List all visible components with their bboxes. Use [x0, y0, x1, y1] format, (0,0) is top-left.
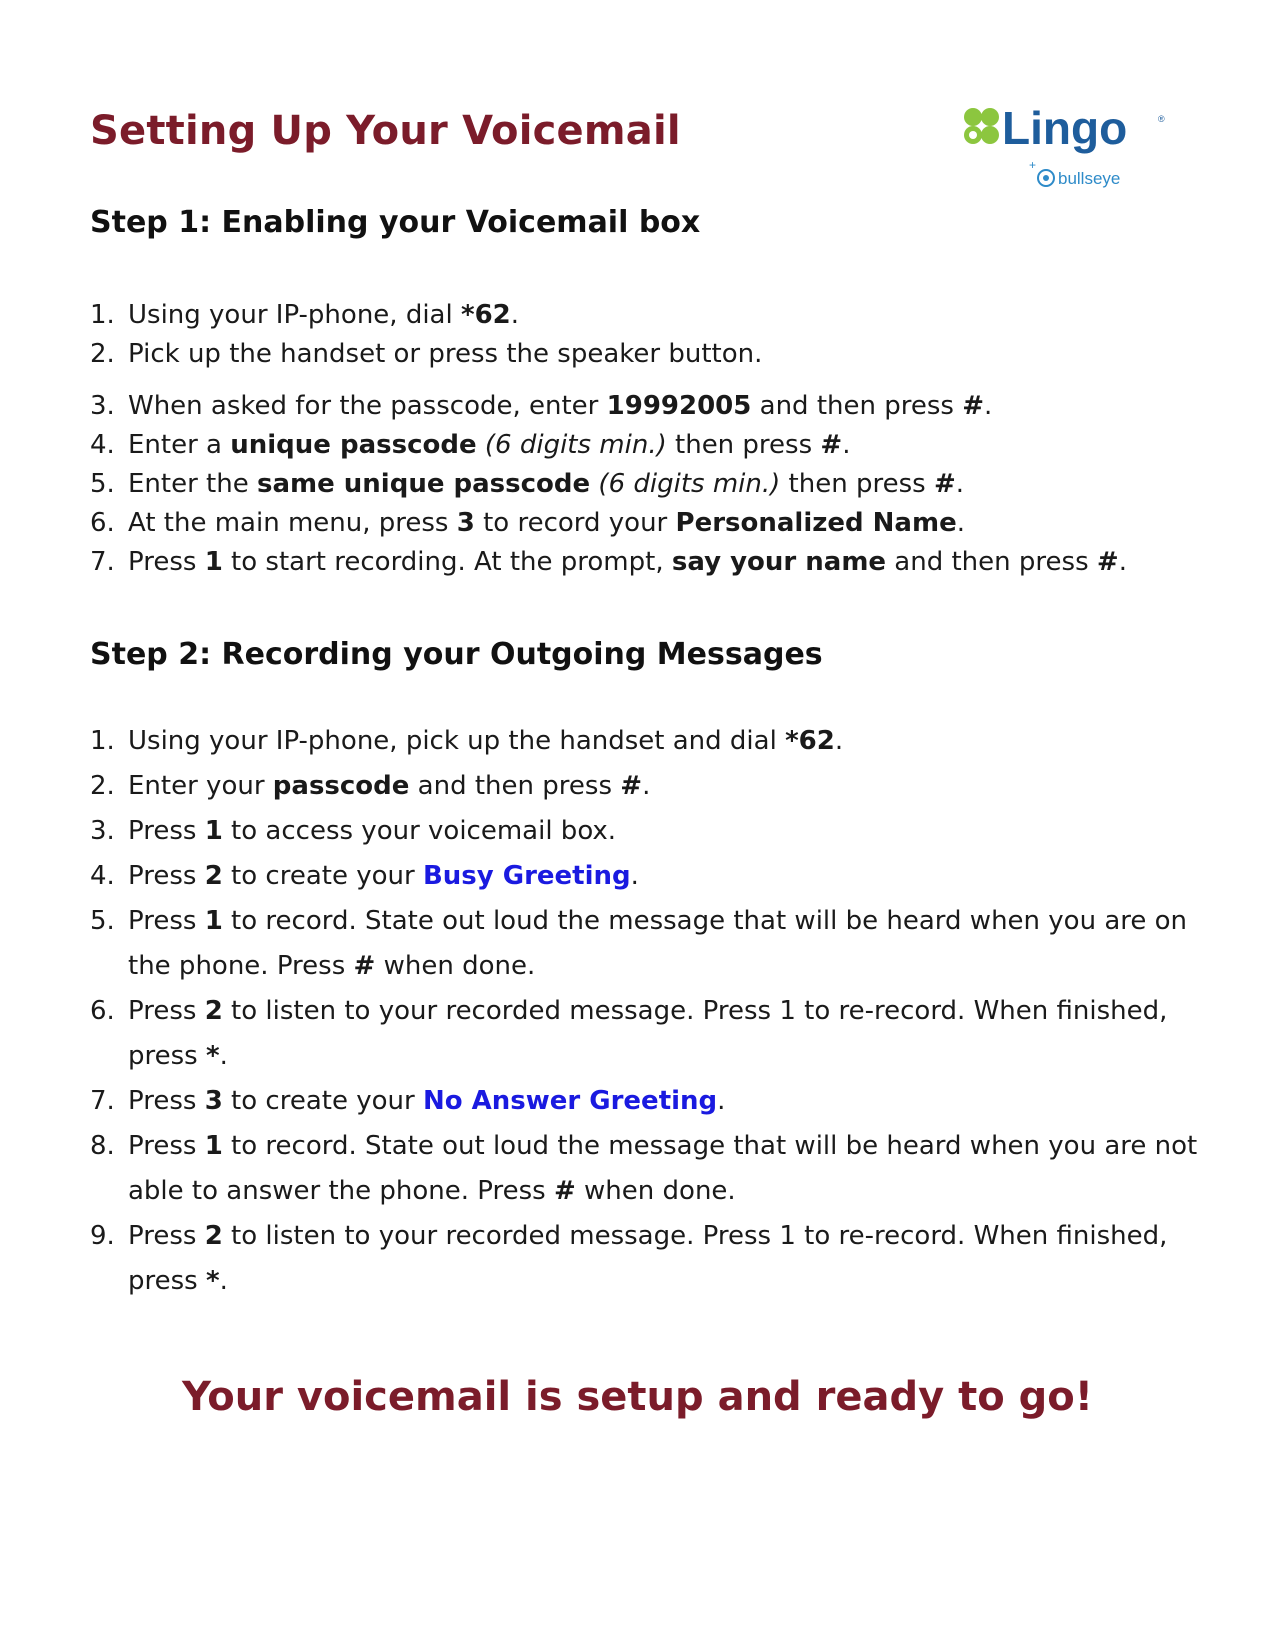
lingo-logo — [962, 106, 1182, 196]
item-text: then press — [666, 430, 821, 460]
list-item — [90, 335, 1200, 374]
item-text-bold: 1 — [204, 906, 223, 936]
list-item — [90, 719, 1200, 764]
item-text: to listen to your recorded message. Press 1 to re-record. When finished, press — [128, 996, 1168, 1071]
list-number: 9. — [90, 1221, 115, 1251]
list-number: 5. — [90, 469, 115, 499]
list-number: 6. — [90, 508, 115, 538]
item-text-bold: passcode — [272, 771, 410, 801]
list-item — [90, 809, 1200, 854]
item-text: Press — [128, 1086, 205, 1116]
item-text: . — [219, 1266, 228, 1296]
list-item — [90, 543, 1200, 582]
step1-heading: Step 1: Enabling your Voicemail box — [90, 205, 701, 240]
item-text — [477, 430, 485, 460]
item-text: . — [834, 726, 844, 756]
item-text-bold: * — [205, 1266, 220, 1296]
item-text: When asked for the passcode, enter — [128, 391, 607, 421]
item-text: to record. State out loud the message that will be heard when you are on the phone. Press — [128, 906, 1188, 981]
busy-greeting-link[interactable]: Busy Greeting — [422, 861, 631, 891]
item-text-bold: unique passcode — [230, 430, 477, 460]
item-text-bold: 2 — [204, 996, 223, 1026]
item-text: when done. — [575, 1176, 736, 1206]
item-text: to record your — [474, 508, 676, 538]
item-text: . — [630, 861, 639, 891]
list-number: 2. — [90, 771, 115, 801]
list-item — [90, 387, 1200, 426]
item-text-bold: 3 — [204, 1086, 223, 1116]
closing-message: Your voicemail is setup and ready to go! — [182, 1374, 1093, 1420]
item-text: Press — [128, 547, 205, 577]
lingo-logo-icon — [962, 106, 1182, 196]
item-text: . — [842, 430, 851, 460]
item-text-bold: say your name — [671, 547, 887, 577]
list-item — [90, 854, 1200, 899]
item-text: to listen to your recorded message. Press 1 to re-record. When finished, press — [128, 1221, 1168, 1296]
item-text: . — [956, 508, 965, 538]
logo-plus: + — [1029, 158, 1037, 172]
item-text: . — [984, 391, 993, 421]
list-item — [90, 899, 1200, 989]
item-text: . — [717, 1086, 726, 1116]
item-text-bold: # — [933, 469, 956, 499]
item-text: Press — [128, 816, 205, 846]
item-text-bold: 19992005 — [606, 391, 752, 421]
list-number: 7. — [90, 547, 115, 577]
list-number: 6. — [90, 996, 115, 1026]
step2-list — [90, 719, 1200, 1304]
item-text: Pick up the handset or press the speaker button. — [128, 339, 763, 369]
item-text-bold: # — [1096, 547, 1119, 577]
item-text: to record. State out loud the message that will be heard when you are not able to answer the phone. Press — [128, 1131, 1198, 1206]
item-text: then press — [780, 469, 934, 499]
list-item — [90, 465, 1200, 504]
list-number: 4. — [90, 861, 115, 891]
item-text-bold: # — [620, 771, 643, 801]
item-text: Using your IP-phone, pick up the handset and dial — [128, 726, 786, 756]
item-text: Press — [128, 906, 205, 936]
list-number: 7. — [90, 1086, 115, 1116]
item-text-bold: 3 — [456, 508, 475, 538]
list-number: 2. — [90, 339, 115, 369]
item-text: to start recording. At the prompt, — [222, 547, 672, 577]
list-number: 3. — [90, 391, 115, 421]
list-number: 1. — [90, 300, 115, 330]
item-text-bold: # — [962, 391, 985, 421]
list-item — [90, 1214, 1200, 1304]
logo-registered-mark: ® — [1158, 114, 1165, 124]
list-item — [90, 1079, 1200, 1124]
item-text-bold: *62 — [460, 300, 511, 330]
step1-list — [90, 296, 1200, 582]
list-item — [90, 504, 1200, 543]
item-text-bold: 2 — [204, 1221, 223, 1251]
list-item — [90, 989, 1200, 1079]
list-number: 4. — [90, 430, 115, 460]
no-answer-greeting-link[interactable]: No Answer Greeting — [422, 1086, 718, 1116]
item-text-bold: 2 — [204, 861, 223, 891]
list-number: 5. — [90, 906, 115, 936]
bullseye-target-icon — [1038, 170, 1054, 186]
item-text: Enter your — [128, 771, 273, 801]
item-text: and then press — [886, 547, 1097, 577]
item-text: to create your — [222, 1086, 423, 1116]
item-text-bold: *62 — [785, 726, 835, 756]
item-text: Enter a — [128, 430, 231, 460]
item-text: . — [955, 469, 964, 499]
step2-heading: Step 2: Recording your Outgoing Messages — [90, 637, 823, 672]
item-text-italic: (6 digits min.) — [484, 430, 667, 460]
list-number: 1. — [90, 726, 115, 756]
clover-icon — [964, 108, 999, 144]
item-text-bold: # — [820, 430, 843, 460]
item-text-bold: # — [553, 1176, 576, 1206]
item-text-bold: 1 — [204, 1131, 223, 1161]
logo-partner-text: bullseye — [1058, 169, 1121, 188]
item-text-bold: same unique passcode — [256, 469, 591, 499]
list-item — [90, 296, 1200, 335]
item-text-italic: (6 digits min.) — [598, 469, 781, 499]
item-text: . — [642, 771, 651, 801]
item-text-bold: * — [205, 1041, 220, 1071]
item-text-bold: 1 — [204, 816, 223, 846]
item-text-bold: # — [353, 951, 376, 981]
item-text: . — [219, 1041, 228, 1071]
item-text: to create your — [222, 861, 423, 891]
item-text: . — [510, 300, 520, 330]
item-text: Press — [128, 1131, 205, 1161]
item-text: At the main menu, press — [128, 508, 457, 538]
item-text: . — [1118, 547, 1127, 577]
item-text: when done. — [375, 951, 536, 981]
logo-brand-text: Lingo — [1002, 106, 1128, 154]
item-text-bold: Personalized Name — [675, 508, 957, 538]
list-item — [90, 426, 1200, 465]
item-text: and then press — [751, 391, 963, 421]
list-number: 3. — [90, 816, 115, 846]
item-text: to access your voicemail box. — [222, 816, 617, 846]
page-title: Setting Up Your Voicemail — [90, 108, 681, 154]
item-text: Using your IP-phone, dial — [128, 300, 461, 330]
item-text-bold: 1 — [204, 547, 223, 577]
item-text: and then press — [409, 771, 621, 801]
item-text: Enter the — [128, 469, 257, 499]
item-text: Press — [128, 996, 205, 1026]
list-item — [90, 764, 1200, 809]
item-text: Press — [128, 1221, 205, 1251]
list-item — [90, 1124, 1200, 1214]
list-number: 8. — [90, 1131, 115, 1161]
item-text: Press — [128, 861, 205, 891]
